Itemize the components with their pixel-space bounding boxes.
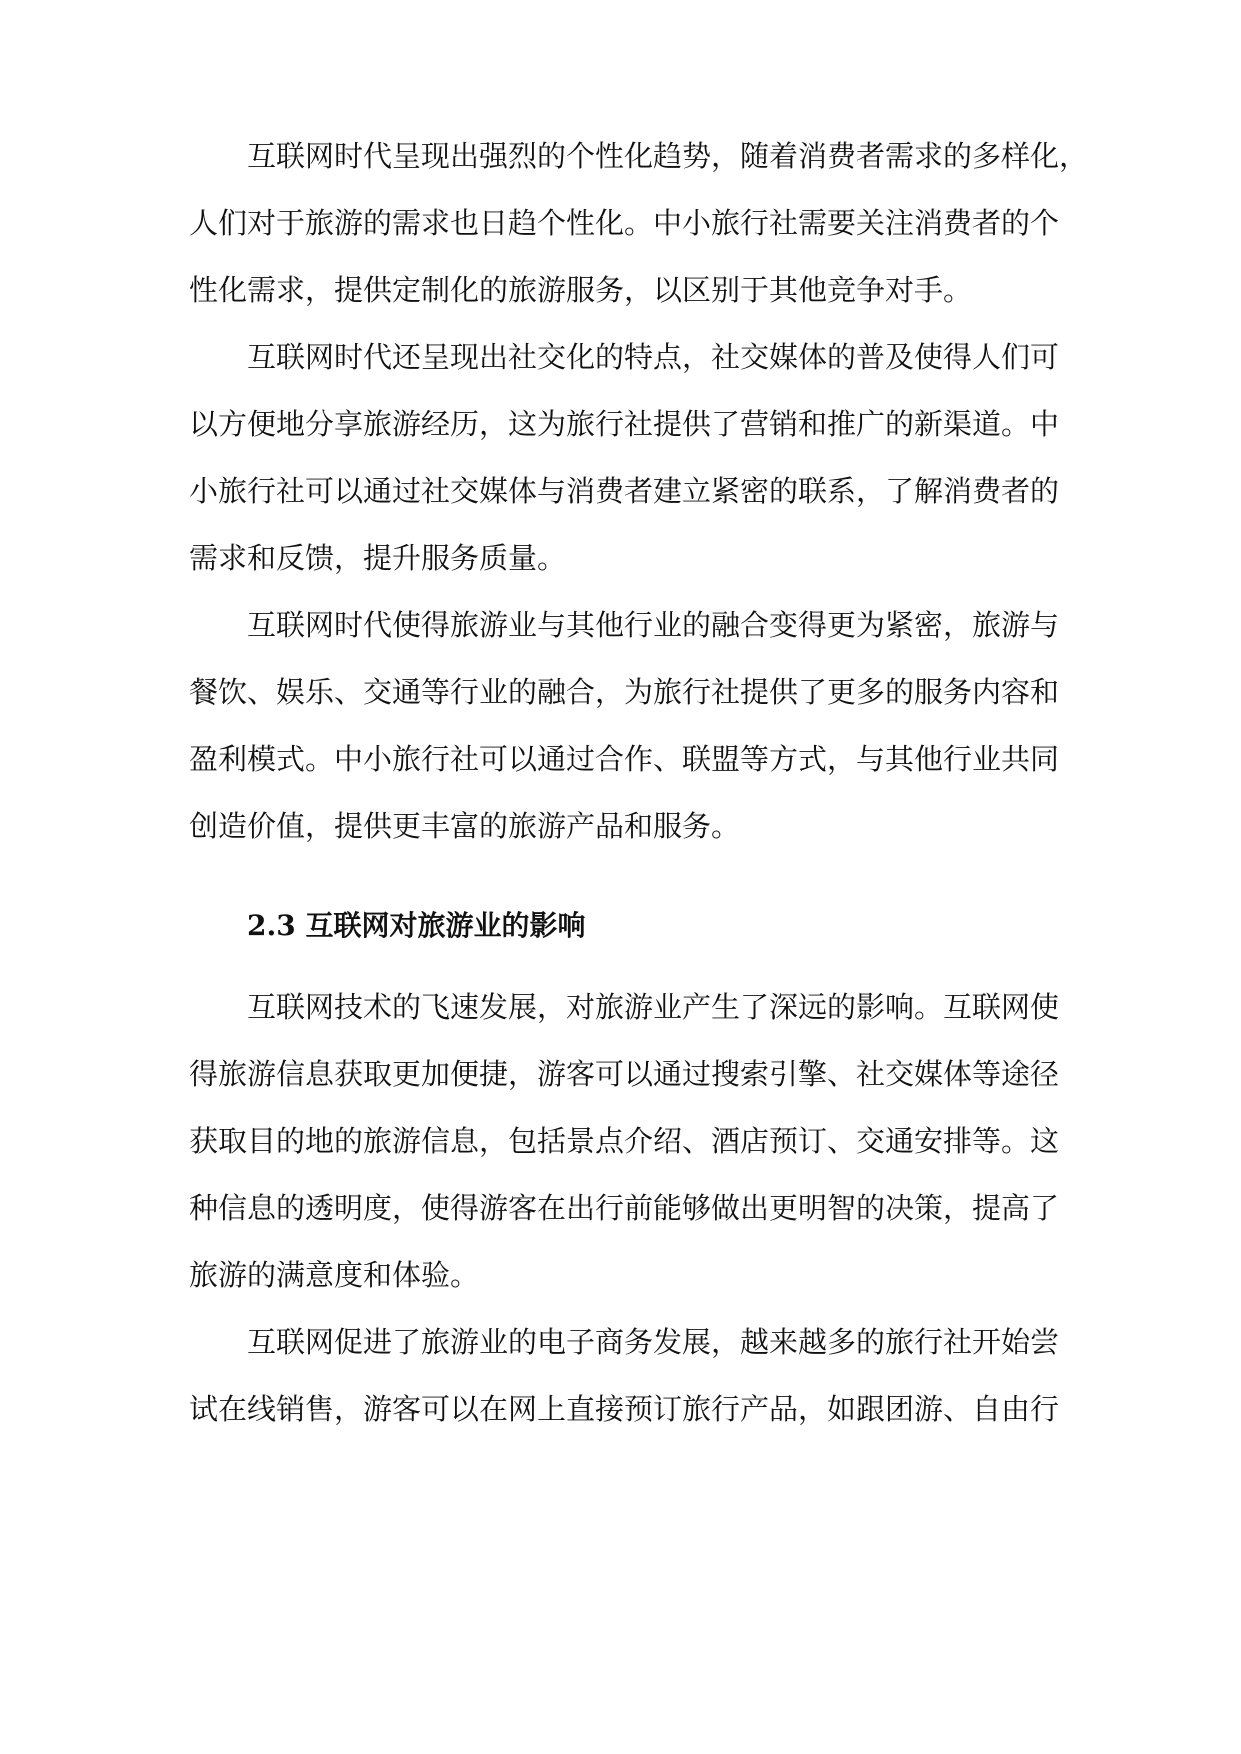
paragraph-line: 旅游的满意度和体验。 xyxy=(189,1258,480,1292)
paragraph-line: 小旅行社可以通过社交媒体与消费者建立紧密的联系，了解消费者的 xyxy=(189,474,1060,508)
paragraph-line: 人们对于旅游的需求也日趋个性化。中小旅行社需要关注消费者的个 xyxy=(189,206,1060,240)
paragraph-line: 获取目的地的旅游信息，包括景点介绍、酒店预订、交通安排等。这 xyxy=(189,1124,1060,1158)
paragraph-line: 互联网技术的飞速发展，对旅游业产生了深远的影响。互联网使 xyxy=(247,990,1060,1024)
paragraph-line: 创造价值，提供更丰富的旅游产品和服务。 xyxy=(189,809,741,843)
paragraph-line: 互联网促进了旅游业的电子商务发展，越来越多的旅行社开始尝 xyxy=(247,1325,1060,1359)
paragraph-line: 性化需求，提供定制化的旅游服务，以区别于其他竞争对手。 xyxy=(189,273,973,307)
paragraph-line: 餐饮、娱乐、交通等行业的融合，为旅行社提供了更多的服务内容和 xyxy=(189,675,1060,709)
paragraph-line: 互联网时代还呈现出社交化的特点，社交媒体的普及使得人们可 xyxy=(247,340,1060,374)
paragraph-line: 试在线销售，游客可以在网上直接预订旅行产品，如跟团游、自由行 xyxy=(189,1392,1060,1426)
paragraph-line: 互联网时代使得旅游业与其他行业的融合变得更为紧密，旅游与 xyxy=(247,608,1060,642)
paragraph-line: 需求和反馈，提升服务质量。 xyxy=(189,541,567,575)
section-heading: 2.3 互联网对旅游业的影响 xyxy=(247,909,586,942)
paragraph-line: 盈利模式。中小旅行社可以通过合作、联盟等方式，与其他行业共同 xyxy=(189,742,1060,776)
paragraph-line: 种信息的透明度，使得游客在出行前能够做出更明智的决策，提高了 xyxy=(189,1191,1060,1225)
paragraph-line: 互联网时代呈现出强烈的个性化趋势，随着消费者需求的多样化， xyxy=(247,139,1089,173)
paragraph-line: 得旅游信息获取更加便捷，游客可以通过搜索引擎、社交媒体等途径 xyxy=(189,1057,1060,1091)
paragraph-line: 以方便地分享旅游经历，这为旅行社提供了营销和推广的新渠道。中 xyxy=(189,407,1060,441)
